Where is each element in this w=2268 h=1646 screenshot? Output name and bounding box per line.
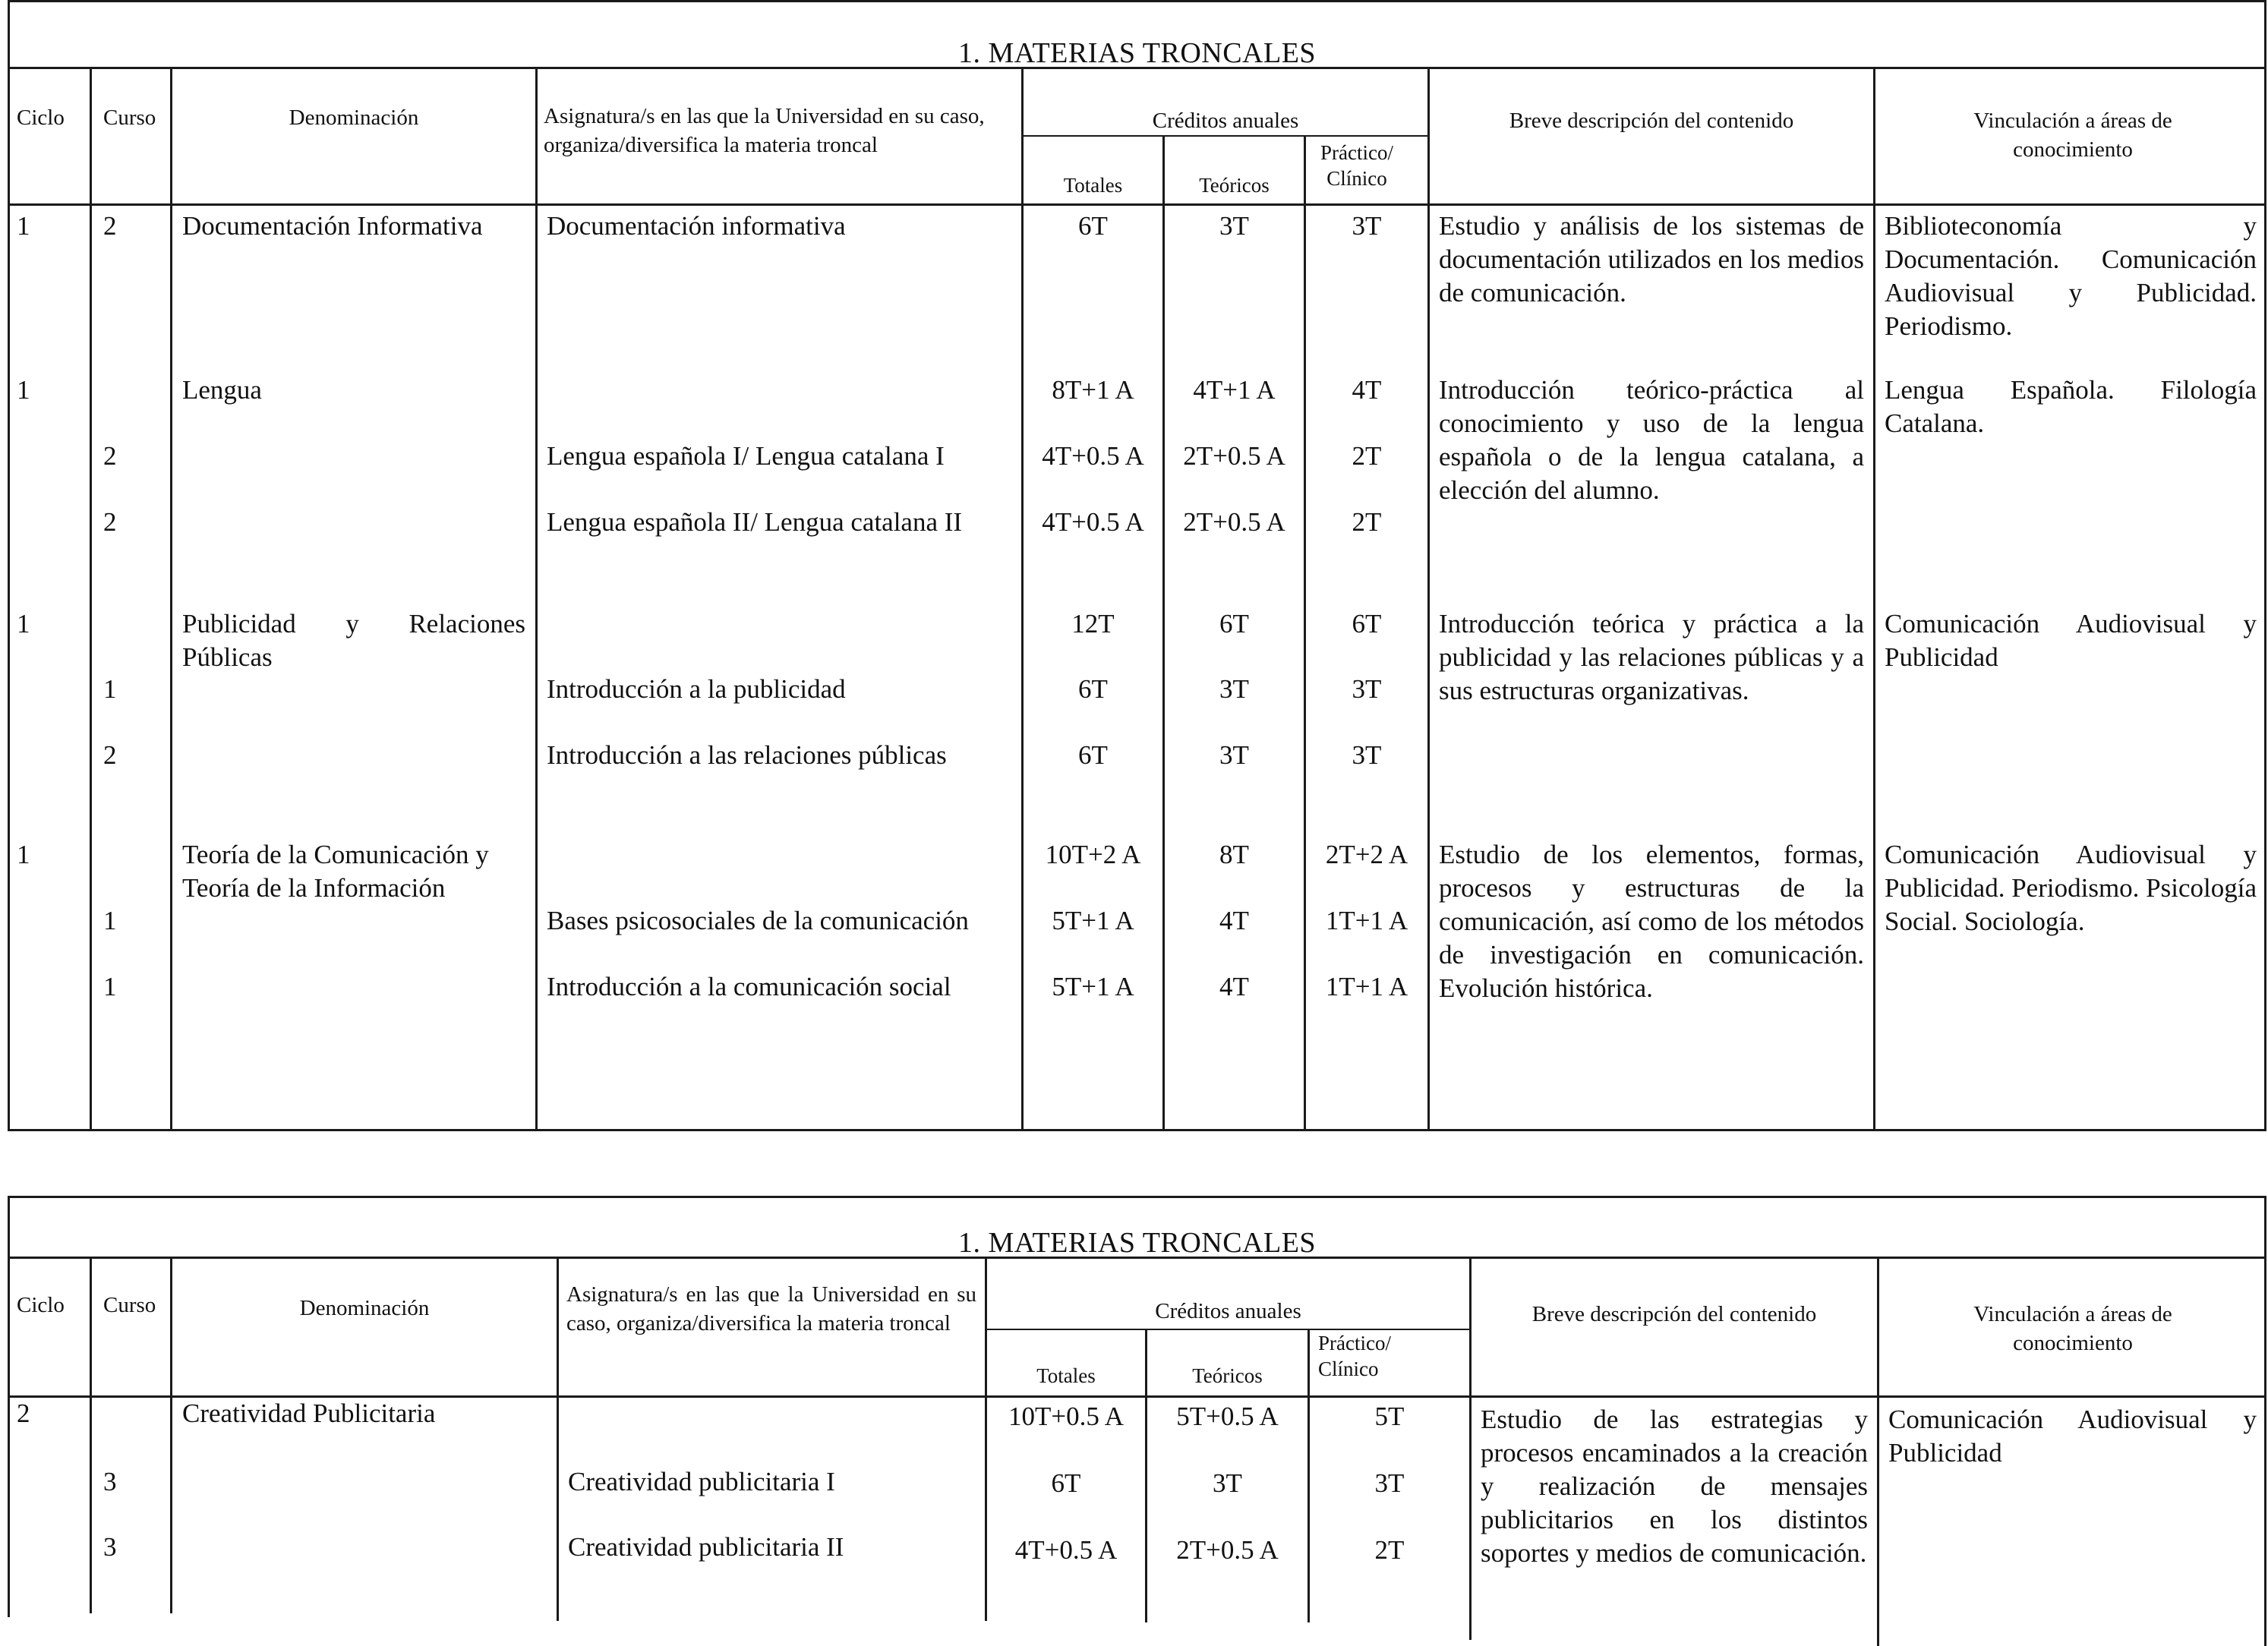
cell-asignatura: Introducción a la comunicación social — [547, 972, 951, 1001]
cell-curso: 2 — [103, 211, 117, 241]
header-curso: Curso — [103, 1293, 156, 1317]
cell-practico: 3T — [1352, 740, 1382, 770]
cell-vinculacion: Comunicación Audiovisual y Publicidad — [1885, 609, 2257, 672]
table-1-left-border — [8, 0, 10, 1131]
cell-teoricos: 4T — [1219, 972, 1249, 1001]
header-totales: Totales — [1063, 174, 1123, 197]
cell-asignatura: Bases psicosociales de la comunicación — [547, 906, 969, 935]
cell-totales: 4T+0.5 A — [1042, 441, 1144, 471]
cell-ciclo: 1 — [17, 609, 30, 639]
cell-curso: 3 — [103, 1467, 117, 1496]
cell-totales: 5T+1 A — [1052, 906, 1134, 935]
table-2-col-rule — [557, 1257, 559, 1621]
table-1-credits-subrule — [1021, 135, 1429, 137]
cell-ciclo: 1 — [17, 375, 30, 405]
cell-practico: 2T — [1374, 1535, 1405, 1565]
header-teoricos: Teóricos — [1199, 174, 1270, 197]
cell-totales: 6T — [1078, 211, 1108, 241]
header-ciclo: Ciclo — [17, 1293, 65, 1317]
cell-practico: 1T+1 A — [1325, 972, 1408, 1001]
header-creditos: Créditos anuales — [1155, 1299, 1301, 1323]
header-practico: Práctico/ Clínico — [1320, 141, 1393, 190]
table-2-right-border — [2264, 1196, 2266, 1646]
cell-asignatura: Creatividad publicitaria II — [568, 1532, 844, 1562]
cell-practico: 6T — [1352, 609, 1382, 639]
cell-practico: 2T — [1352, 441, 1382, 471]
cell-totales: 6T — [1051, 1468, 1081, 1498]
cell-practico: 1T+1 A — [1325, 906, 1408, 935]
table-1-col-rule — [170, 67, 172, 1131]
header-descripcion: Breve descripción del contenido — [1509, 109, 1794, 133]
cell-practico: 3T — [1352, 211, 1382, 241]
cell-teoricos: 8T — [1219, 840, 1249, 869]
table-1-col-rule — [1427, 67, 1430, 1131]
table-2-col-rule — [1877, 1257, 1879, 1646]
table-1-top-border — [8, 0, 2266, 2]
header-asignaturas: Asignatura/s en las que la Universidad en su caso, organiza/diversifica la materia troncal — [544, 104, 985, 157]
cell-totales: 10T+0.5 A — [1008, 1402, 1124, 1431]
cell-totales: 10T+2 A — [1045, 840, 1141, 869]
cell-teoricos: 4T — [1219, 906, 1249, 935]
cell-asignatura: Lengua española I/ Lengua catalana I — [547, 441, 945, 471]
cell-curso: 2 — [103, 740, 117, 770]
cell-curso: 1 — [103, 674, 117, 704]
header-practico: Práctico/ Clínico — [1318, 1332, 1391, 1380]
header-asignaturas: Asignatura/s en las que la Universidad en su caso, organiza/diversifica la materia troncal — [566, 1282, 976, 1335]
cell-totales: 5T+1 A — [1052, 972, 1134, 1001]
cell-denominacion: Teoría de la Comunicación y Teoría de la Información — [182, 840, 489, 903]
header-ciclo: Ciclo — [17, 106, 65, 130]
cell-vinculacion: Comunicación Audiovisual y Publicidad — [1888, 1405, 2257, 1468]
cell-totales: 8T+1 A — [1052, 375, 1134, 405]
cell-denominacion: Documentación Informativa — [182, 211, 483, 241]
cell-denominacion: Publicidad y Relaciones Públicas — [182, 609, 525, 672]
header-vinculacion: Vinculación a áreas de conocimiento — [1973, 1302, 2172, 1355]
header-vinculacion: Vinculación a áreas de conocimiento — [1973, 109, 2172, 162]
cell-totales: 4T+0.5 A — [1042, 507, 1144, 537]
cell-curso: 2 — [103, 441, 117, 471]
cell-curso: 1 — [103, 906, 117, 935]
cell-vinculacion: Biblioteconomía y Documentación. Comunicación Audiovisual y Publicidad. Periodismo. — [1885, 211, 2257, 341]
cell-descripcion: Estudio y análisis de los sistemas de documentación utilizados en los medios de comunicación. — [1439, 211, 1864, 307]
cell-teoricos: 6T — [1219, 609, 1249, 639]
table-1-col-rule — [535, 67, 538, 1131]
cell-asignatura: Introducción a la publicidad — [547, 674, 846, 704]
cell-descripcion: Estudio de los elementos, formas, procesos y estructuras de la comunicación, así como de los métodos de investigación en comunicación. Evolución histórica. — [1439, 840, 1864, 1003]
header-denominacion: Denominación — [299, 1296, 430, 1320]
cell-practico: 2T+2 A — [1325, 840, 1408, 869]
cell-practico: 2T — [1352, 507, 1382, 537]
cell-totales: 4T+0.5 A — [1014, 1535, 1118, 1565]
cell-asignatura: Lengua española II/ Lengua catalana II — [547, 507, 963, 537]
cell-teoricos: 4T+1 A — [1193, 375, 1276, 405]
cell-vinculacion: Lengua Española. Filología Catalana. — [1885, 375, 2257, 438]
cell-totales: 12T — [1071, 609, 1115, 639]
cell-teoricos: 3T — [1219, 211, 1249, 241]
cell-totales: 6T — [1078, 674, 1108, 704]
cell-curso: 2 — [103, 507, 117, 537]
cell-teoricos: 5T+0.5 A — [1176, 1402, 1279, 1431]
cell-teoricos: 3T — [1213, 1468, 1242, 1498]
table-2-col-rule — [90, 1257, 92, 1613]
cell-descripcion: Introducción teórica y práctica a la publicidad y las relaciones públicas y a sus estructuras organizativas. — [1439, 609, 1864, 705]
cell-ciclo: 1 — [17, 211, 30, 241]
cell-ciclo: 1 — [17, 840, 30, 869]
header-descripcion: Breve descripción del contenido — [1531, 1302, 1817, 1326]
cell-asignatura: Creatividad publicitaria I — [568, 1467, 835, 1496]
cell-teoricos: 2T+0.5 A — [1176, 1535, 1279, 1565]
cell-teoricos: 3T — [1219, 740, 1249, 770]
header-creditos: Créditos anuales — [1152, 109, 1299, 133]
header-curso: Curso — [103, 106, 156, 130]
cell-descripcion: Introducción teórico-práctica al conocimiento y uso de la lengua española o de la lengua catalana, a elección del alumno. — [1439, 375, 1864, 505]
cell-practico: 5T — [1374, 1402, 1405, 1431]
header-totales: Totales — [1036, 1364, 1096, 1387]
table-2-top-border — [8, 1196, 2266, 1198]
header-denominacion: Denominación — [289, 106, 419, 130]
cell-vinculacion: Comunicación Audiovisual y Publicidad. Periodismo. Psicología Social. Sociología. — [1885, 840, 2257, 936]
cell-asignatura: Introducción a las relaciones públicas — [547, 740, 947, 770]
table-2-title: 1. MATERIAS TRONCALES — [957, 1227, 1317, 1259]
cell-descripcion: Estudio de las estrategias y procesos encaminados a la creación y realización de mensajes publicitarios en los distintos soportes y medios de comunicación. — [1481, 1405, 1868, 1568]
cell-curso: 1 — [103, 972, 117, 1001]
cell-practico: 3T — [1374, 1468, 1405, 1498]
cell-teoricos: 2T+0.5 A — [1183, 507, 1285, 537]
cell-denominacion: Creatividad Publicitaria — [182, 1398, 436, 1428]
table-1-header-rule — [8, 203, 2266, 206]
header-teoricos: Teóricos — [1192, 1364, 1263, 1387]
cell-teoricos: 2T+0.5 A — [1183, 441, 1285, 471]
cell-ciclo: 2 — [17, 1398, 30, 1428]
cell-totales: 6T — [1078, 740, 1108, 770]
cell-asignatura: Documentación informativa — [547, 211, 846, 241]
table-1-bottom-border — [8, 1129, 2266, 1131]
table-1-right-border — [2264, 0, 2266, 1131]
cell-denominacion: Lengua — [182, 375, 262, 405]
table-1-col-rule — [1873, 67, 1875, 1131]
cell-practico: 3T — [1352, 674, 1382, 704]
table-1-col-rule — [90, 67, 92, 1131]
table-1-title: 1. MATERIAS TRONCALES — [957, 37, 1317, 69]
cell-curso: 3 — [103, 1532, 117, 1562]
cell-practico: 4T — [1352, 375, 1382, 405]
cell-teoricos: 3T — [1219, 674, 1249, 704]
